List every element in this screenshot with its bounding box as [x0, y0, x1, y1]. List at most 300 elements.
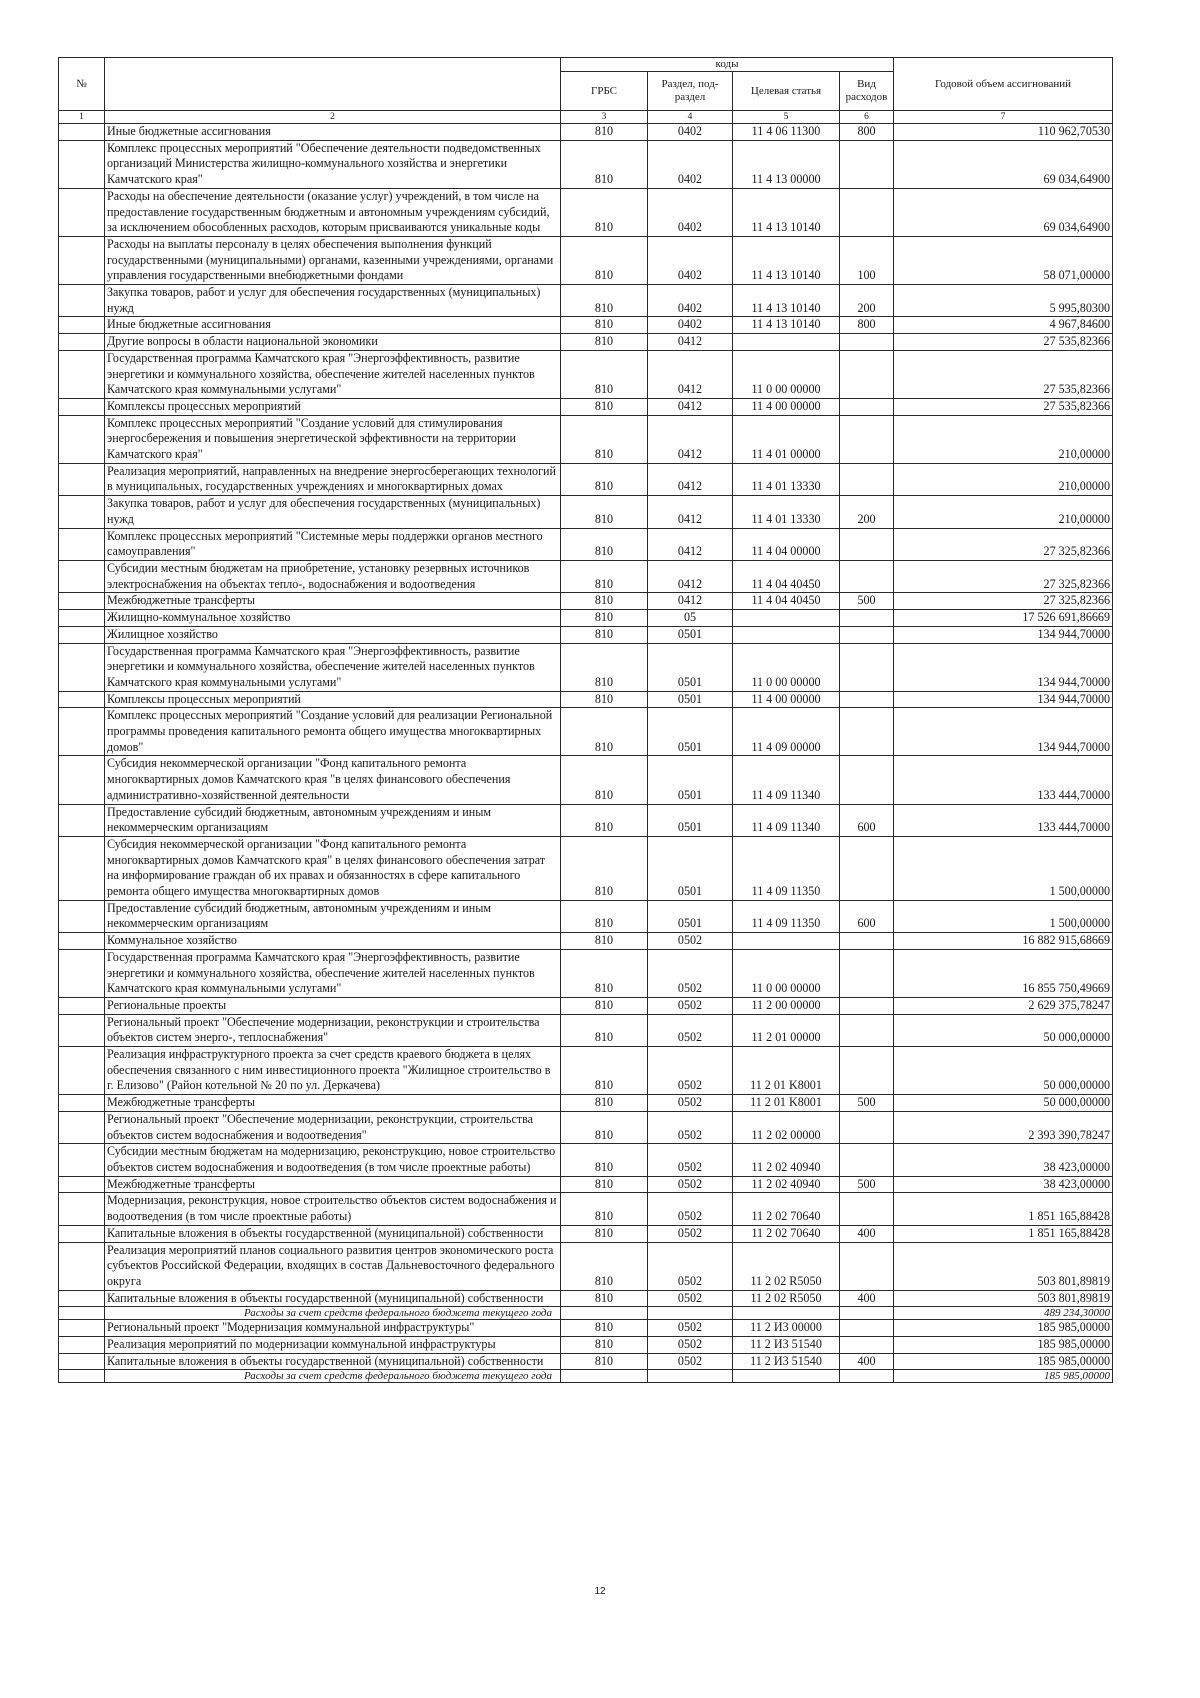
amount-cell: 134 944,70000 — [894, 626, 1113, 643]
table-row — [59, 1176, 1113, 1193]
expense-name-cell: Расходы на обеспечение деятельности (оказание услуг) учреждений, в том числе на предоставление государственным бюджетным и автономным учреждениям субсидий, за исключением обособленных расходов, которым присваиваются уникальные коды — [105, 188, 561, 236]
grbs-cell: 810 — [561, 593, 648, 610]
row-number-cell — [59, 1242, 105, 1290]
target-item-cell: 11 0 00 00000 — [733, 949, 840, 997]
grbs-cell: 810 — [561, 997, 648, 1014]
target-item-cell: 11 4 04 40450 — [733, 593, 840, 610]
row-number-cell — [59, 997, 105, 1014]
amount-cell: 38 423,00000 — [894, 1176, 1113, 1193]
table-row — [59, 1242, 1113, 1290]
expense-type-cell — [840, 708, 894, 756]
expense-type-cell — [840, 1047, 894, 1095]
amount-cell: 16 882 915,68669 — [894, 933, 1113, 950]
expense-name-cell: Жилищно-коммунальное хозяйство — [105, 610, 561, 627]
grbs-cell: 810 — [561, 528, 648, 560]
grbs-cell: 810 — [561, 1225, 648, 1242]
amount-cell: 27 325,82366 — [894, 560, 1113, 592]
section-cell: 0412 — [648, 415, 733, 463]
target-item-cell: 11 2 И3 00000 — [733, 1320, 840, 1337]
section-cell: 0502 — [648, 1144, 733, 1176]
row-number-cell — [59, 933, 105, 950]
expense-type-cell — [840, 1337, 894, 1354]
expense-type-cell: 600 — [840, 900, 894, 932]
table-row — [59, 124, 1113, 141]
amount-cell: 134 944,70000 — [894, 643, 1113, 691]
target-item-cell: 11 4 06 11300 — [733, 124, 840, 141]
section-cell: 0501 — [648, 643, 733, 691]
row-number-cell — [59, 463, 105, 495]
section-cell: 0402 — [648, 317, 733, 334]
expense-type-cell: 800 — [840, 124, 894, 141]
amount-cell: 1 500,00000 — [894, 900, 1113, 932]
expense-name-cell: Коммунальное хозяйство — [105, 933, 561, 950]
section-cell: 0502 — [648, 1242, 733, 1290]
grbs-cell: 810 — [561, 610, 648, 627]
row-number-cell — [59, 1111, 105, 1143]
budget-table — [58, 57, 1113, 1383]
row-number-cell — [59, 1193, 105, 1225]
target-item-cell: 11 2 00 00000 — [733, 997, 840, 1014]
section-cell: 0402 — [648, 236, 733, 284]
row-number-cell — [59, 900, 105, 932]
amount-cell: 17 526 691,86669 — [894, 610, 1113, 627]
row-number-cell — [59, 124, 105, 141]
section-cell: 0502 — [648, 949, 733, 997]
table-row — [59, 900, 1113, 932]
expense-name-cell: Межбюджетные трансферты — [105, 593, 561, 610]
amount-cell: 1 500,00000 — [894, 836, 1113, 900]
table-row — [59, 285, 1113, 317]
target-item-cell — [733, 626, 840, 643]
expense-type-cell — [840, 415, 894, 463]
amount-cell: 27 535,82366 — [894, 350, 1113, 398]
section-cell: 0502 — [648, 1014, 733, 1046]
expense-type-cell — [840, 691, 894, 708]
expense-type-cell: 200 — [840, 285, 894, 317]
section-cell: 0412 — [648, 560, 733, 592]
amount-cell: 185 985,00000 — [894, 1353, 1113, 1370]
grbs-cell: 810 — [561, 1193, 648, 1225]
amount-cell: 1 851 165,88428 — [894, 1193, 1113, 1225]
table-row — [59, 1320, 1113, 1337]
target-item-cell: 11 4 04 40450 — [733, 560, 840, 592]
section-cell — [648, 1307, 733, 1320]
expense-type-cell — [840, 140, 894, 188]
section-cell: 0502 — [648, 1337, 733, 1354]
grbs-cell: 810 — [561, 188, 648, 236]
grbs-cell: 810 — [561, 285, 648, 317]
expense-name-cell: Межбюджетные трансферты — [105, 1095, 561, 1112]
grbs-cell: 810 — [561, 804, 648, 836]
amount-cell: 69 034,64900 — [894, 140, 1113, 188]
table-row — [59, 1014, 1113, 1046]
table-row — [59, 691, 1113, 708]
amount-cell: 27 325,82366 — [894, 528, 1113, 560]
amount-cell: 210,00000 — [894, 496, 1113, 528]
amount-cell: 503 801,89819 — [894, 1242, 1113, 1290]
section-cell: 0501 — [648, 691, 733, 708]
section-cell — [648, 1370, 733, 1383]
grbs-cell: 810 — [561, 463, 648, 495]
expense-type-cell — [840, 1193, 894, 1225]
section-cell: 0502 — [648, 1290, 733, 1307]
column-number: 6 — [840, 111, 894, 124]
expense-name-cell: Региональные проекты — [105, 997, 561, 1014]
expense-name-cell: Межбюджетные трансферты — [105, 1176, 561, 1193]
target-item-cell: 11 2 01 K8001 — [733, 1047, 840, 1095]
grbs-cell: 810 — [561, 317, 648, 334]
section-cell: 0501 — [648, 836, 733, 900]
expense-name-cell: Региональный проект "Обеспечение модернизации, реконструкции, строительства объектов систем водоснабжения и водоотведения" — [105, 1111, 561, 1143]
target-item-cell: 11 2 02 R5050 — [733, 1242, 840, 1290]
expense-type-cell: 500 — [840, 1095, 894, 1112]
federal-funds-row — [59, 1370, 1113, 1383]
target-item-cell: 11 2 02 R5050 — [733, 1290, 840, 1307]
expense-type-cell — [840, 560, 894, 592]
expense-name-cell: Региональный проект "Обеспечение модернизации, реконструкции и строительства объектов систем энерго-, теплоснабжения" — [105, 1014, 561, 1046]
amount-cell: 27 325,82366 — [894, 593, 1113, 610]
table-row — [59, 140, 1113, 188]
expense-type-cell — [840, 1144, 894, 1176]
row-number-cell — [59, 1014, 105, 1046]
expense-name-cell: Капитальные вложения в объекты государственной (муниципальной) собственности — [105, 1290, 561, 1307]
row-number-cell — [59, 140, 105, 188]
target-item-cell: 11 4 13 10140 — [733, 317, 840, 334]
row-number-cell — [59, 188, 105, 236]
row-number-cell — [59, 1320, 105, 1337]
row-number-cell — [59, 1047, 105, 1095]
table-row — [59, 804, 1113, 836]
expense-name-cell: Субсидия некоммерческой организации "Фонд капитального ремонта многоквартирных домов Камчатского края" в целях финансового обеспечения затрат на информирование граждан об их правах и обязанностях в сфере капитального ремонта общего имущества многоквартирных домов — [105, 836, 561, 900]
amount-cell: 503 801,89819 — [894, 1290, 1113, 1307]
grbs-cell — [561, 1370, 648, 1383]
row-number-cell — [59, 285, 105, 317]
section-cell: 05 — [648, 610, 733, 627]
expense-type-cell: 600 — [840, 804, 894, 836]
target-item-cell: 11 2 01 K8001 — [733, 1095, 840, 1112]
amount-cell: 69 034,64900 — [894, 188, 1113, 236]
section-cell: 0502 — [648, 1176, 733, 1193]
expense-name-cell: Иные бюджетные ассигнования — [105, 317, 561, 334]
row-number-cell — [59, 350, 105, 398]
grbs-cell: 810 — [561, 949, 648, 997]
grbs-cell: 810 — [561, 124, 648, 141]
expense-type-cell: 500 — [840, 1176, 894, 1193]
column-number: 7 — [894, 111, 1113, 124]
section-cell: 0402 — [648, 140, 733, 188]
target-item-cell — [733, 1307, 840, 1320]
grbs-cell: 810 — [561, 643, 648, 691]
target-item-cell: 11 4 09 11350 — [733, 836, 840, 900]
table-row — [59, 398, 1113, 415]
row-number-cell — [59, 496, 105, 528]
target-item-cell: 11 4 09 11340 — [733, 804, 840, 836]
expense-name-cell: Расходы за счет средств федерального бюджета текущего года — [105, 1370, 561, 1383]
expense-name-cell: Субсидии местным бюджетам на приобретение, установку резервных источников электроснабжения на объектах тепло-, водоснабжения и водоотведения — [105, 560, 561, 592]
amount-cell: 27 535,82366 — [894, 398, 1113, 415]
table-row — [59, 626, 1113, 643]
grbs-cell: 810 — [561, 1242, 648, 1290]
grbs-cell — [561, 1307, 648, 1320]
expense-type-cell — [840, 997, 894, 1014]
expense-name-cell: Расходы на выплаты персоналу в целях обеспечения выполнения функций государственными (муниципальными) органами, казенными учреждениями, органами управления государственными внебюджетными фондами — [105, 236, 561, 284]
amount-cell: 27 535,82366 — [894, 334, 1113, 351]
amount-cell: 210,00000 — [894, 463, 1113, 495]
target-item-cell: 11 2 02 70640 — [733, 1193, 840, 1225]
expense-name-cell: Государственная программа Камчатского края "Энергоэффективность, развитие энергетики и коммунального хозяйства, обеспечение жителей населенных пунктов Камчатского края коммунальными услугами" — [105, 643, 561, 691]
expense-name-cell: Жилищное хозяйство — [105, 626, 561, 643]
expense-name-cell: Предоставление субсидий бюджетным, автономным учреждениям и иным некоммерческим организациям — [105, 804, 561, 836]
expense-name-cell: Комплекс процессных мероприятий "Обеспечение деятельности подведомственных организаций Министерства жилищно-коммунального хозяйства и энергетики Камчатского края" — [105, 140, 561, 188]
expense-type-cell — [840, 949, 894, 997]
expense-type-cell: 200 — [840, 496, 894, 528]
grbs-cell: 810 — [561, 334, 648, 351]
row-number-cell — [59, 1225, 105, 1242]
row-number-cell — [59, 836, 105, 900]
target-item-cell: 11 2 02 00000 — [733, 1111, 840, 1143]
amount-cell: 134 944,70000 — [894, 708, 1113, 756]
grbs-cell: 810 — [561, 756, 648, 804]
section-cell: 0502 — [648, 1193, 733, 1225]
expense-type-cell — [840, 610, 894, 627]
section-cell: 0502 — [648, 997, 733, 1014]
amount-cell: 50 000,00000 — [894, 1047, 1113, 1095]
row-number-cell — [59, 643, 105, 691]
grbs-cell: 810 — [561, 933, 648, 950]
amount-cell: 1 851 165,88428 — [894, 1225, 1113, 1242]
header-amount: Годовой объем ассигнований — [894, 58, 1113, 111]
section-cell: 0412 — [648, 593, 733, 610]
expense-name-cell: Комплекс процессных мероприятий "Создание условий для стимулирования энергосбережения и повышения энергетической эффективности на территории Камчатского края" — [105, 415, 561, 463]
header-grbs: ГРБС — [561, 72, 648, 111]
table-row — [59, 1193, 1113, 1225]
target-item-cell: 11 4 13 10140 — [733, 236, 840, 284]
row-number-cell — [59, 593, 105, 610]
expense-type-cell: 400 — [840, 1225, 894, 1242]
grbs-cell: 810 — [561, 496, 648, 528]
target-item-cell: 11 4 09 00000 — [733, 708, 840, 756]
row-number-cell — [59, 756, 105, 804]
table-row — [59, 236, 1113, 284]
section-cell: 0501 — [648, 804, 733, 836]
expense-type-cell — [840, 350, 894, 398]
expense-name-cell: Реализация мероприятий планов социального развития центров экономического роста субъектов Российской Федерации, входящих в состав Дальневосточного федерального округа — [105, 1242, 561, 1290]
section-cell: 0501 — [648, 900, 733, 932]
column-number: 3 — [561, 111, 648, 124]
section-cell: 0501 — [648, 626, 733, 643]
row-number-cell — [59, 317, 105, 334]
section-cell: 0412 — [648, 334, 733, 351]
table-row — [59, 610, 1113, 627]
amount-cell: 185 985,00000 — [894, 1320, 1113, 1337]
expense-name-cell: Комплексы процессных мероприятий — [105, 691, 561, 708]
amount-cell: 2 393 390,78247 — [894, 1111, 1113, 1143]
expense-name-cell: Предоставление субсидий бюджетным, автономным учреждениям и иным некоммерческим организациям — [105, 900, 561, 932]
amount-cell: 2 629 375,78247 — [894, 997, 1113, 1014]
expense-name-cell: Субсидия некоммерческой организации "Фонд капитального ремонта многоквартирных домов Камчатского края "в целях финансового обеспечения административно-хозяйственной деятельности — [105, 756, 561, 804]
expense-name-cell: Модернизация, реконструкция, новое строительство объектов систем водоснабжения и водоотведения (в том числе проектные работы) — [105, 1193, 561, 1225]
expense-name-cell: Реализация мероприятий, направленных на внедрение энергосберегающих технологий в муниципальных, государственных учреждениях и многоквартирных домах — [105, 463, 561, 495]
table-row — [59, 949, 1113, 997]
expense-type-cell — [840, 933, 894, 950]
expense-name-cell: Закупка товаров, работ и услуг для обеспечения государственных (муниципальных) нужд — [105, 496, 561, 528]
table-row — [59, 836, 1113, 900]
table-row — [59, 997, 1113, 1014]
expense-type-cell: 400 — [840, 1290, 894, 1307]
amount-cell: 50 000,00000 — [894, 1014, 1113, 1046]
expense-name-cell: Иные бюджетные ассигнования — [105, 124, 561, 141]
expense-type-cell — [840, 188, 894, 236]
section-cell: 0412 — [648, 528, 733, 560]
section-cell: 0412 — [648, 496, 733, 528]
section-cell: 0502 — [648, 1225, 733, 1242]
grbs-cell: 810 — [561, 1290, 648, 1307]
section-cell: 0502 — [648, 1111, 733, 1143]
table-row — [59, 708, 1113, 756]
target-item-cell: 11 2 И3 51540 — [733, 1337, 840, 1354]
target-item-cell: 11 2 01 00000 — [733, 1014, 840, 1046]
section-cell: 0502 — [648, 1047, 733, 1095]
expense-type-cell — [840, 463, 894, 495]
amount-cell: 185 985,00000 — [894, 1370, 1113, 1383]
header-row-top — [59, 58, 1113, 72]
row-number-cell — [59, 1337, 105, 1354]
expense-name-cell: Закупка товаров, работ и услуг для обеспечения государственных (муниципальных) нужд — [105, 285, 561, 317]
row-number-cell — [59, 1307, 105, 1320]
row-number-cell — [59, 398, 105, 415]
expense-type-cell — [840, 643, 894, 691]
section-cell: 0402 — [648, 188, 733, 236]
section-cell: 0402 — [648, 124, 733, 141]
grbs-cell: 810 — [561, 236, 648, 284]
expense-type-cell — [840, 1370, 894, 1383]
expense-type-cell — [840, 1307, 894, 1320]
header-expense-type: Вид расходов — [840, 72, 894, 111]
section-cell: 0402 — [648, 285, 733, 317]
amount-cell: 58 071,00000 — [894, 236, 1113, 284]
table-row — [59, 1337, 1113, 1354]
target-item-cell: 11 4 04 00000 — [733, 528, 840, 560]
expense-name-cell: Государственная программа Камчатского края "Энергоэффективность, развитие энергетики и коммунального хозяйства, обеспечение жителей населенных пунктов Камчатского края коммунальными услугами" — [105, 949, 561, 997]
expense-type-cell: 100 — [840, 236, 894, 284]
target-item-cell: 11 4 09 11340 — [733, 756, 840, 804]
table-row — [59, 528, 1113, 560]
grbs-cell: 810 — [561, 1095, 648, 1112]
expense-name-cell: Реализация мероприятий по модернизации коммунальной инфраструктуры — [105, 1337, 561, 1354]
table-row — [59, 1047, 1113, 1095]
header-codes: коды — [561, 58, 894, 72]
expense-name-cell: Комплексы процессных мероприятий — [105, 398, 561, 415]
row-number-cell — [59, 626, 105, 643]
section-cell: 0412 — [648, 350, 733, 398]
grbs-cell: 810 — [561, 1014, 648, 1046]
target-item-cell: 11 2 02 40940 — [733, 1144, 840, 1176]
expense-name-cell: Реализация инфраструктурного проекта за счет средств краевого бюджета в целях обеспечения связанного с ним инвестиционного проекта "Жилищное строительство в г. Елизово" (Район котельной № 20 по ул. Деркачева) — [105, 1047, 561, 1095]
row-number-cell — [59, 236, 105, 284]
column-number-row — [59, 111, 1113, 124]
row-number-cell — [59, 1353, 105, 1370]
grbs-cell: 810 — [561, 1337, 648, 1354]
table-row — [59, 643, 1113, 691]
column-number: 5 — [733, 111, 840, 124]
expense-type-cell — [840, 334, 894, 351]
amount-cell: 4 967,84600 — [894, 317, 1113, 334]
section-cell: 0502 — [648, 1353, 733, 1370]
grbs-cell: 810 — [561, 836, 648, 900]
amount-cell: 489 234,30000 — [894, 1307, 1113, 1320]
target-item-cell: 11 2 И3 51540 — [733, 1353, 840, 1370]
expense-name-cell: Капитальные вложения в объекты государственной (муниципальной) собственности — [105, 1225, 561, 1242]
amount-cell: 50 000,00000 — [894, 1095, 1113, 1112]
target-item-cell: 11 4 00 00000 — [733, 691, 840, 708]
table-row — [59, 1353, 1113, 1370]
amount-cell: 110 962,70530 — [894, 124, 1113, 141]
row-number-cell — [59, 1370, 105, 1383]
row-number-cell — [59, 1144, 105, 1176]
amount-cell: 134 944,70000 — [894, 691, 1113, 708]
row-number-cell — [59, 560, 105, 592]
target-item-cell — [733, 933, 840, 950]
grbs-cell: 810 — [561, 560, 648, 592]
table-row — [59, 1111, 1113, 1143]
table-row — [59, 756, 1113, 804]
grbs-cell: 810 — [561, 350, 648, 398]
target-item-cell: 11 4 01 13330 — [733, 463, 840, 495]
expense-type-cell — [840, 1320, 894, 1337]
row-number-cell — [59, 1095, 105, 1112]
target-item-cell: 11 4 13 10140 — [733, 285, 840, 317]
expense-name-cell: Капитальные вложения в объекты государственной (муниципальной) собственности — [105, 1353, 561, 1370]
header-target: Целевая статья — [733, 72, 840, 111]
header-section: Раздел, под-раздел — [648, 72, 733, 111]
amount-cell: 185 985,00000 — [894, 1337, 1113, 1354]
amount-cell: 210,00000 — [894, 415, 1113, 463]
target-item-cell: 11 4 13 10140 — [733, 188, 840, 236]
section-cell: 0412 — [648, 463, 733, 495]
row-number-cell — [59, 804, 105, 836]
row-number-cell — [59, 610, 105, 627]
expense-name-cell: Региональный проект "Модернизация коммунальной инфраструктуры" — [105, 1320, 561, 1337]
target-item-cell: 11 4 00 00000 — [733, 398, 840, 415]
expense-name-cell: Другие вопросы в области национальной экономики — [105, 334, 561, 351]
table-row — [59, 317, 1113, 334]
target-item-cell — [733, 610, 840, 627]
target-item-cell: 11 0 00 00000 — [733, 643, 840, 691]
grbs-cell: 810 — [561, 1353, 648, 1370]
row-number-cell — [59, 691, 105, 708]
expense-type-cell: 800 — [840, 317, 894, 334]
amount-cell: 133 444,70000 — [894, 804, 1113, 836]
target-item-cell — [733, 1370, 840, 1383]
federal-funds-row — [59, 1307, 1113, 1320]
table-row — [59, 334, 1113, 351]
expense-name-cell: Субсидии местным бюджетам на модернизацию, реконструкцию, новое строительство объектов систем водоснабжения и водоотведения (в том числе проектные работы) — [105, 1144, 561, 1176]
grbs-cell: 810 — [561, 140, 648, 188]
expense-name-cell: Комплекс процессных мероприятий "Создание условий для реализации Региональной программы проведения капитального ремонта общего имущества многоквартирных домов" — [105, 708, 561, 756]
table-row — [59, 1095, 1113, 1112]
amount-cell: 38 423,00000 — [894, 1144, 1113, 1176]
budget-sheet — [58, 57, 1112, 1383]
grbs-cell: 810 — [561, 626, 648, 643]
table-row — [59, 1225, 1113, 1242]
grbs-cell: 810 — [561, 1047, 648, 1095]
section-cell: 0502 — [648, 933, 733, 950]
target-item-cell: 11 0 00 00000 — [733, 350, 840, 398]
grbs-cell: 810 — [561, 415, 648, 463]
amount-cell: 16 855 750,49669 — [894, 949, 1113, 997]
expense-type-cell — [840, 1111, 894, 1143]
expense-type-cell — [840, 836, 894, 900]
